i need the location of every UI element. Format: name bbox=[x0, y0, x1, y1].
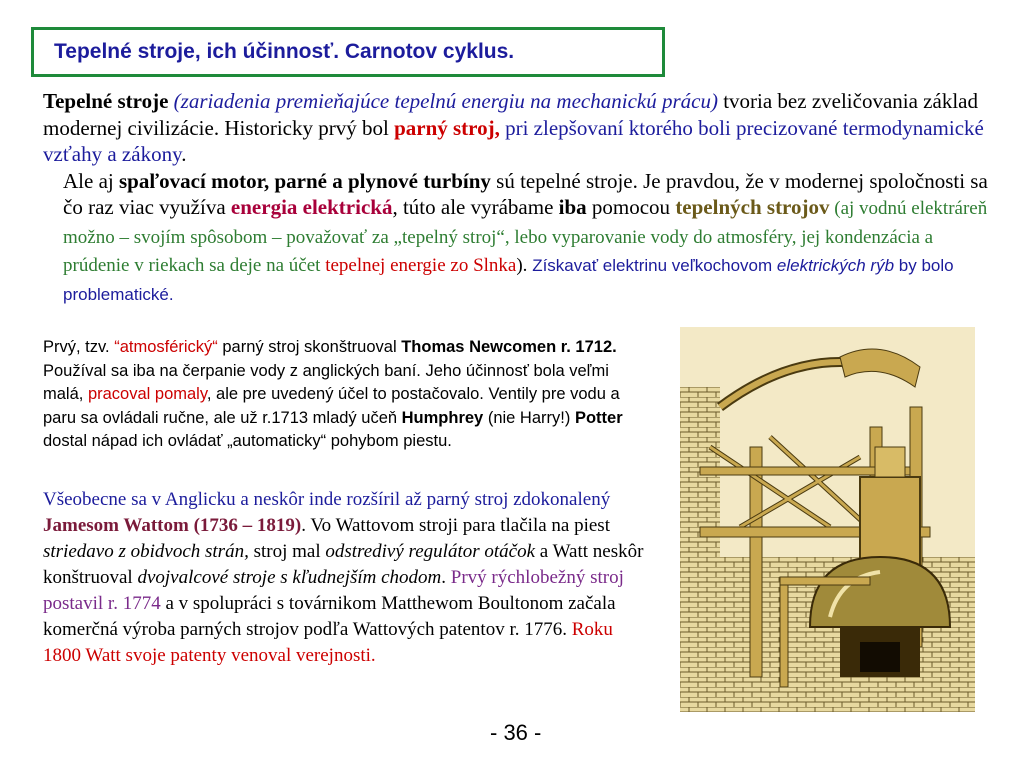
term-patents: Roku 1800 Watt svoje patenty venoval verejnosti. bbox=[43, 619, 613, 666]
body-text: stroj mal bbox=[248, 541, 326, 562]
term-humphrey: Humphrey bbox=[401, 408, 484, 427]
body-text: Používal sa iba na čerpanie vody z anglických baní. Jeho účinnosť bola veľmi malá, bbox=[43, 361, 609, 403]
body-text: pomocou bbox=[586, 195, 676, 219]
paragraph-1 bbox=[43, 88, 993, 168]
body-text: tvoria bez zveličovania základ modernej civilizácie. Historicky prvý bol bbox=[43, 89, 978, 140]
title-box bbox=[31, 27, 665, 77]
remark-fish: elektrických rýb bbox=[776, 256, 895, 275]
intro-text bbox=[43, 88, 993, 308]
term-engines: spaľovací motor, parné a plynové turbíny bbox=[118, 168, 491, 193]
term-both-sides: striedavo z obidvoch strán, bbox=[43, 541, 249, 562]
definition-text: (zariadenia premieňajúce tepelnú energiu na mechanickú prácu) bbox=[168, 89, 718, 113]
term-newcomen: Thomas Newcomen r. 1712. bbox=[401, 338, 617, 356]
term-potter: Potter bbox=[574, 408, 623, 427]
body-text: dostal nápad ich ovládať „automaticky“ pohybom piestu. bbox=[43, 432, 452, 450]
body-text: (nie Harry!) bbox=[483, 408, 575, 427]
term-heat-machines: tepelných strojov bbox=[675, 195, 830, 219]
term-heat-engines: Tepelné stroje bbox=[43, 89, 169, 113]
body-text: sú tepelné stroje. Je pravdou, že v modernej spoločnosti sa čo raz viac využíva bbox=[63, 168, 988, 219]
term-only: iba bbox=[558, 195, 587, 219]
body-text: . Vo Wattovom stroji para tlačila na piest bbox=[301, 515, 610, 536]
term-electric-energy: energia elektrická bbox=[230, 195, 393, 219]
page-number: - 36 - bbox=[490, 720, 542, 745]
term-sun-energy: tepelnej energie zo Slnka bbox=[325, 255, 517, 276]
body-text: ). bbox=[516, 255, 533, 276]
body-text: , ale pre uvedený účel to postačovalo. Ventily pre vodu a paru sa ovládali ručne, ale už r.1713 mladý učeň bbox=[43, 385, 620, 427]
page-title: Tepelné stroje, ich účinnosť. Carnotov cyklus. bbox=[54, 40, 515, 63]
paragraph-1b bbox=[43, 168, 993, 309]
body-text: a v spolupráci s továrnikom Matthewom Boultonom začala komerčná výroba parných strojov podľa Wattových patentov r. 1776. bbox=[43, 593, 616, 640]
body-text: pri zlepšovaní ktorého boli precizované termodynamické vzťahy a zákony bbox=[43, 115, 984, 166]
paragraph-watt bbox=[43, 487, 653, 669]
body-text-green: (aj vodnú elektráreň možno – svojím spôsobom – považovať za „tepelný stroj“, lebo vyparovanie vody do atmosféry, jej kondenzácia a prúdenie v riekach sa deje na účet bbox=[63, 198, 988, 276]
body-text: Prvý, tzv. bbox=[43, 338, 115, 356]
newcomen-engine-illustration bbox=[680, 327, 975, 712]
term-slow: pracoval pomaly bbox=[87, 385, 207, 403]
body-text: a Watt neskôr konštruoval bbox=[43, 541, 644, 588]
term-steam-engine: parný stroj, bbox=[394, 115, 500, 140]
term-fast-engine: Prvý rýchlobežný stroj postavil r. 1774 bbox=[43, 567, 624, 614]
body-text: Ale aj bbox=[63, 168, 119, 193]
remark-text: by bolo problematické. bbox=[63, 256, 954, 304]
term-two-cylinder: dvojvalcové stroje s kľudnejším chodom bbox=[137, 567, 442, 588]
body-text: . bbox=[441, 567, 451, 588]
body-text: , túto ale vyrábame bbox=[392, 195, 559, 219]
remark-text: Získavať elektrinu veľkochovom bbox=[532, 256, 777, 275]
term-watt: Jamesom Wattom (1736 – 1819) bbox=[43, 515, 302, 536]
body-text: Všeobecne sa v Anglicku a neskôr inde rozšíril až parný stroj zdokonalený bbox=[43, 489, 611, 510]
body-text: . bbox=[181, 142, 187, 166]
paragraph-newcomen bbox=[43, 336, 653, 454]
body-text: parný stroj skonštruoval bbox=[217, 338, 402, 356]
term-atmospheric: “atmosférický“ bbox=[114, 338, 218, 356]
term-regulator: odstredivý regulátor otáčok bbox=[325, 541, 536, 562]
